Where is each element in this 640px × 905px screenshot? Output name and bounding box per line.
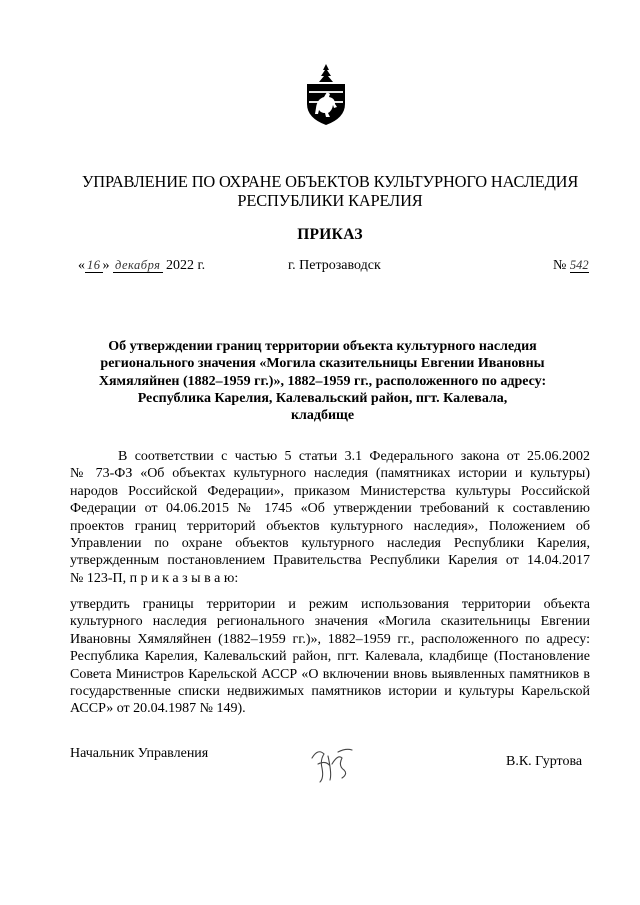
order-line: государственные списки недвижимых памятников истории и культуры Карельской	[70, 684, 590, 700]
number-value: 542	[569, 258, 589, 272]
document-date	[78, 258, 205, 274]
document-type: ПРИКАЗ	[297, 226, 363, 243]
handwritten-signature	[308, 744, 356, 784]
order-paragraph	[70, 596, 590, 718]
date-open-quote: «	[78, 258, 85, 273]
date-day: 16	[87, 258, 101, 272]
subject-line: Хямяляйнен (1882–1959 гг.)», 1882–1959 гг., расположенного по адресу:	[98, 373, 547, 389]
subject-line: Республика Карелия, Калевальский район, пгт. Калевала,	[137, 390, 508, 406]
preamble-line: № 73-ФЗ «Об объектах культурного наследия (памятниках истории и культуры)	[70, 466, 590, 482]
subject-line: регионального значения «Могила сказительницы Евгении Ивановны	[100, 356, 545, 372]
order-line: Ивановны Хямяляйнен (1882–1959 гг.)», 1882–1959 гг., расположенного по адресу:	[70, 631, 590, 647]
document-number	[553, 258, 589, 274]
document-subject	[70, 338, 575, 424]
preamble-line: проектов границ территорий объектов культурного наследия», Положением об	[70, 518, 590, 534]
preamble-line: Федерации от 04.06.2015 № 1745 «Об утверждении требований к составлению	[70, 501, 590, 517]
preamble-line: народов Российской Федерации», приказом Министерства культуры Российской	[70, 483, 590, 499]
signatory-name: В.К. Гуртова	[506, 754, 583, 769]
preamble-line: № 123-П, п р и к а з ы в а ю:	[70, 570, 239, 586]
subject-line: кладбище	[290, 408, 355, 424]
date-close-quote: »	[102, 258, 110, 273]
karelia-coat-of-arms-icon	[304, 64, 348, 126]
order-line: Совета Министров Карельской АССР «О включении вновь выявленных памятников в	[70, 666, 590, 682]
preamble-line: В соответствии с частью 5 статьи 3.1 Федерального закона от 25.06.2002	[118, 449, 590, 464]
order-line: Республика Карелия, Калевальский район, пгт. Калевала, кладбище (Постановление	[70, 649, 590, 665]
organization-name	[40, 172, 620, 210]
organization-line-2: РЕСПУБЛИКИ КАРЕЛИЯ	[237, 191, 423, 210]
date-year: 2022 г.	[166, 258, 206, 273]
subject-line: Об утверждении границ территории объекта культурного наследия	[108, 339, 537, 354]
signatory-title: Начальник Управления	[70, 746, 209, 761]
preamble-line: утвержденным постановлением Правительства Республики Карелия от 14.04.2017	[70, 553, 590, 569]
order-line: культурного наследия регионального значения «Могила сказительницы Евгении	[70, 614, 590, 630]
preamble-paragraph	[70, 448, 590, 587]
order-line: АССР» от 20.04.1987 № 149).	[70, 701, 246, 717]
organization-line-1: УПРАВЛЕНИЕ ПО ОХРАНЕ ОБЪЕКТОВ КУЛЬТУРНОГО НАСЛЕДИЯ	[81, 172, 579, 191]
preamble-line: Управлении по охране объектов культурного наследия Республики Карелия,	[70, 536, 590, 552]
number-prefix: №	[553, 258, 567, 273]
document-city: г. Петрозаводск	[288, 258, 381, 273]
date-month: декабря	[115, 258, 161, 272]
order-line: утвердить границы территории и режим использования территории объекта	[70, 597, 590, 612]
